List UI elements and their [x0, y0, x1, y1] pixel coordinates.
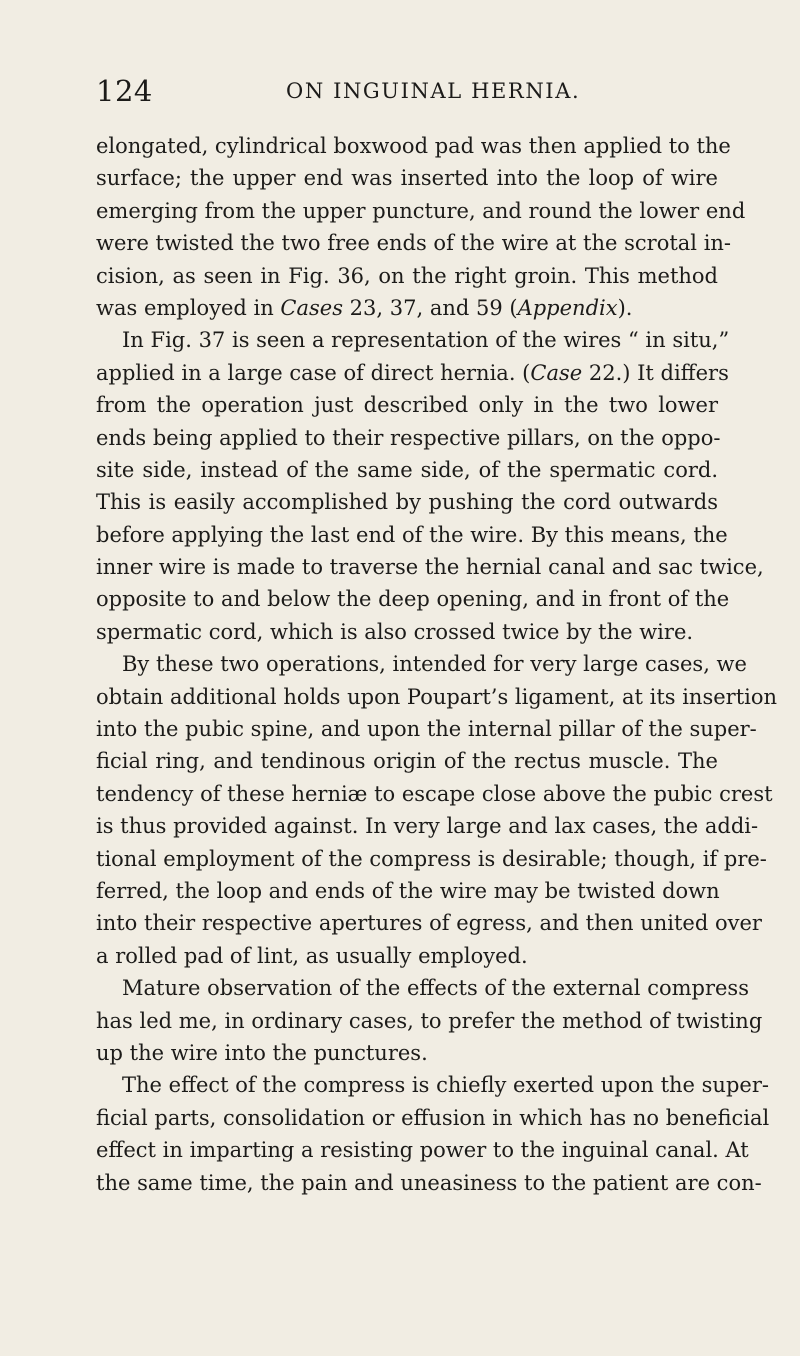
text-line: were twisted the two free ends of the wire at the scrotal in- — [96, 231, 732, 256]
text-line: elongated, cylindrical boxwood pad was then applied to the — [96, 134, 731, 158]
text-line: applied in a large case of direct hernia. (Case 22.) It differs — [96, 360, 729, 385]
text-line: effect in imparting a resisting power to the inguinal canal. At — [96, 1138, 749, 1163]
text-line: into the pubic spine, and upon the internal pillar of the super- — [96, 717, 757, 742]
text-line: By these two operations, intended for very large cases, we — [122, 652, 747, 677]
page-number: 124 — [96, 74, 153, 108]
text-line: the same time, the pain and uneasiness to the patient are con- — [96, 1170, 762, 1195]
body-text — [96, 130, 778, 1199]
running-head-title: ON INGUINAL HERNIA. — [286, 79, 581, 103]
text-line: into their respective apertures of egress, and then united over — [96, 911, 762, 936]
text-line: tendency of these herniæ to escape close above the pubic crest — [96, 781, 773, 806]
text-line: is thus provided against. In very large and lax cases, the addi- — [96, 814, 759, 839]
text-line: up the wire into the punctures. — [96, 1040, 428, 1065]
text-line: The effect of the compress is chiefly exerted upon the super- — [122, 1073, 769, 1098]
text-line: before applying the last end of the wire. By this means, the — [96, 522, 728, 547]
text-line: emerging from the upper puncture, and round the lower end — [96, 198, 746, 223]
text-line: has led me, in ordinary cases, to prefer the method of twisting — [96, 1008, 763, 1033]
text-line: from the operation just described only in the two lower — [96, 393, 718, 418]
paragraph — [96, 1069, 770, 1199]
paragraph — [96, 972, 763, 1069]
text-line: tional employment of the compress is desirable; though, if pre- — [96, 846, 767, 871]
text-line: inner wire is made to traverse the hernial canal and sac twice, — [96, 555, 764, 580]
paragraph — [96, 324, 764, 648]
text-line: spermatic cord, which is also crossed twice by the wire. — [96, 619, 694, 644]
text-line: obtain additional holds upon Poupart’s ligament, at its insertion — [96, 684, 778, 709]
text-line: ficial parts, consolidation or effusion in which has no beneficial — [96, 1105, 770, 1130]
text-line: a rolled pad of lint, as usually employed. — [96, 943, 528, 968]
text-line: This is easily accomplished by pushing the cord outwards — [96, 490, 718, 515]
text-line: surface; the upper end was inserted into the loop of wire — [96, 166, 718, 191]
text-line: site side, instead of the same side, of the spermatic cord. — [96, 457, 718, 482]
text-line: ficial ring, and tendinous origin of the rectus muscle. The — [96, 749, 718, 774]
text-line: ends being applied to their respective pillars, on the oppo- — [96, 425, 721, 450]
text-line: In Fig. 37 is seen a representation of the wires “ in situ,” — [122, 328, 730, 353]
text-line: was employed in Cases 23, 37, and 59 (Appendix). — [96, 295, 633, 320]
text-line: ferred, the loop and ends of the wire may be twisted down — [96, 878, 720, 903]
running-head — [96, 74, 718, 114]
text-line: opposite to and below the deep opening, and in front of the — [96, 587, 730, 612]
text-line: Mature observation of the effects of the external compress — [122, 976, 749, 1001]
text-line: cision, as seen in Fig. 36, on the right groin. This method — [96, 263, 718, 288]
paragraph — [96, 130, 746, 324]
paragraph — [96, 648, 778, 972]
